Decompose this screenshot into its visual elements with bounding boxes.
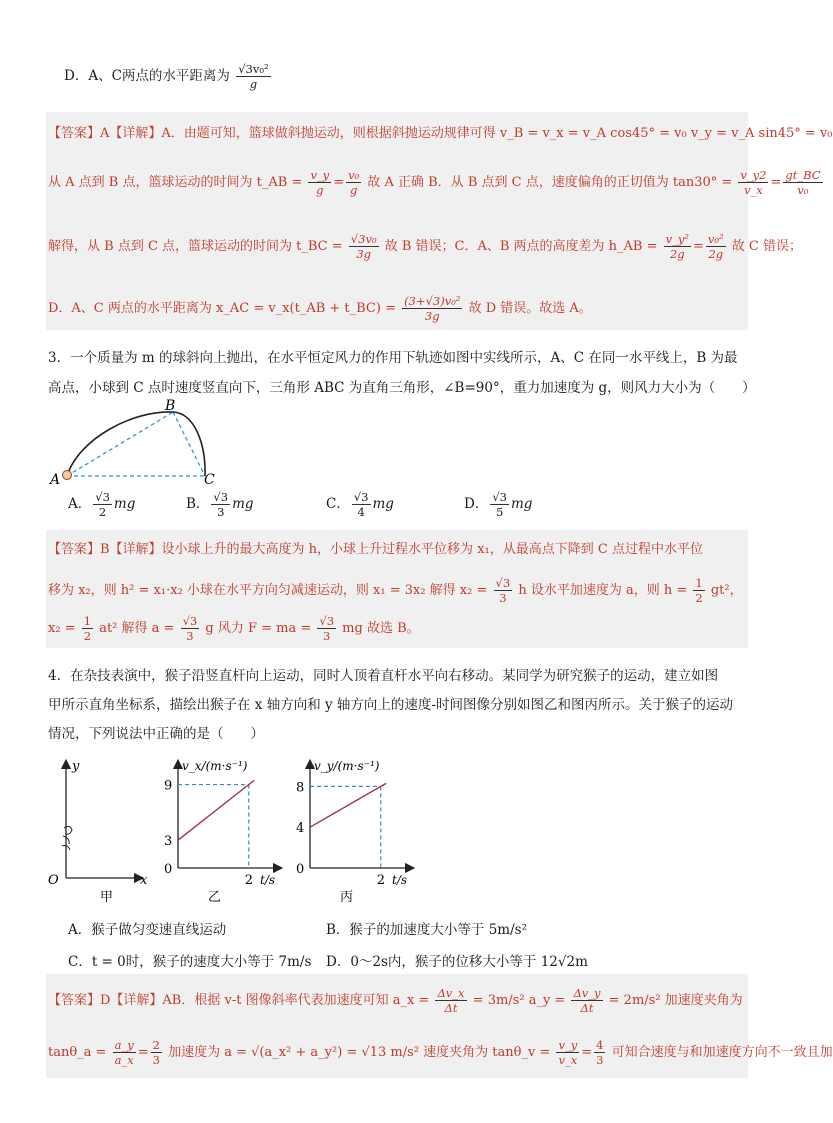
q2-answer-line1: 【答案】A【详解】A．由题可知，篮球做斜抛运动，则根据斜抛运动规律可得 v_B = v_x = v_A cos45° = v₀ v_y = v_A sin45° = v₀	[48, 126, 833, 141]
q3-label-a: A	[50, 472, 61, 488]
q2-option-d	[64, 62, 273, 91]
q3-label-b: B	[165, 398, 176, 414]
q3-option-d: D． $\frac{√3}{5}$ mg	[464, 490, 533, 519]
q3-label-c: C	[204, 472, 215, 488]
q3-option-a: A． $\frac{√3}{2}$ mg	[68, 490, 136, 519]
jia-x-label: x	[140, 873, 148, 888]
q3-trajectory-figure	[44, 398, 234, 486]
q2-option-d-text: D．A、C两点的水平距离为	[64, 68, 230, 84]
yi-ylabel: v_x/(m·s⁻¹)	[182, 759, 248, 773]
yi-caption: 乙	[208, 890, 222, 905]
q3-line-ab	[67, 412, 173, 476]
q3-answer-line1: 【答案】B【详解】设小球上升的最大高度为 h，小球上升过程水平位移为 x₁，从最高点下降到 C 点过程中水平位	[48, 542, 703, 557]
q4-chart-yi	[156, 756, 286, 906]
yi-xtick-2: 2	[244, 873, 254, 888]
q2-answer-line4: D．A、C 两点的水平距离为 x_AC = v_x(t_AB + t_BC) = $\frac{\text{(3+√3)v₀²}}{3g}$ 故 D 错误。故选 A。	[48, 294, 592, 323]
q3-line-bc	[173, 412, 205, 476]
q3-ball	[63, 471, 72, 480]
q4-answer-line1: 【答案】D【详解】AB．根据 v-t 图像斜率代表加速度可知 a_x = $\frac{\Delta v\_x}{\Delta t}$ = 3m/s² a_y = $\frac{\Delta v\_y}{\Delta t}$ = 2m/s² 加速度夹角为	[48, 986, 743, 1015]
q2-option-d-fraction: $\frac{\text{√3v₀²}}{g}$	[238, 62, 269, 91]
q4-stem-line3: 情况，下列说法中正确的是（ ）	[48, 726, 264, 742]
q4-option-d: D．0～2s内，猴子的位移大小等于 12√2m	[326, 954, 588, 970]
jia-caption: 甲	[100, 890, 114, 905]
bing-data-line	[310, 783, 386, 827]
q2-answer-line2: 从 A 点到 B 点，篮球运动的时间为 t_AB = $\frac{v\_y}{g}$ = $\frac{\text{v₀}}{g}$ 故 A 正确 B．从 B 点到 C 点，速度偏角的正切值为 tan30° = $\frac{v\_y2}{v\_x}$ = $\frac{gt\_BC}{\text{v₀}}$	[48, 168, 821, 197]
yi-ytick-3: 3	[164, 834, 173, 850]
jia-origin: O	[48, 873, 59, 888]
q4-figure-jia	[44, 756, 164, 906]
q4-stem-line2: 甲所示直角坐标系，描绘出猴子在 x 轴方向和 y 轴方向上的速度-时间图像分别如图乙和图丙所示。关于猴子的运动	[48, 697, 733, 713]
bing-caption: 丙	[340, 890, 354, 905]
yi-ytick-0: 0	[164, 862, 173, 877]
q2-answer-line3: 解得，从 B 点到 C 点，篮球运动的时间为 t_BC = $\frac{\text{√3v₀}}{3g}$ 故 B 错误；C．A、B 两点的高度差为 h_AB = $\frac{\text{v\_y²}}{2g}$ = $\frac{\text{v₀²}}{2g}$ 故 C 错误；	[48, 232, 802, 261]
q3-stem-line1: 3．一个质量为 m 的球斜向上抛出，在水平恒定风力的作用下轨迹如图中实线所示，A、C 在同一水平线上，B 为最	[48, 350, 738, 366]
q3-stem-line2: 高点，小球到 C 点时速度竖直向下，三角形 ABC 为直角三角形，∠B=90°，重力加速度为 g，则风力大小为（ ）	[48, 380, 756, 396]
q3-trajectory-curve	[67, 412, 205, 476]
q4-answer-line2: tanθ_a = $\frac{a\_y}{a\_x}$ = $\frac{2}{3}$ 加速度为 a = √(a_x² + a_y²) = √13 m/s² 速度夹角为 tanθ_v = $\frac{v\_y}{v\_x}$ = $\frac{4}{3}$ 可知合速度与和加速度方向不一致且加	[48, 1038, 833, 1067]
yi-xlabel: t/s	[260, 873, 276, 887]
q4-option-a: A．猴子做匀变速直线运动	[68, 922, 227, 938]
monkey-icon	[62, 826, 72, 850]
bing-xlabel: t/s	[392, 873, 408, 887]
q4-option-c: C．t = 0时，猴子的速度大小等于 7m/s	[68, 954, 312, 970]
bing-ytick-0: 0	[296, 862, 305, 877]
q3-option-b: B． $\frac{√3}{3}$ mg	[186, 490, 254, 519]
q3-option-c: C． $\frac{√3}{4}$ mg	[326, 490, 394, 519]
bing-xtick-2: 2	[376, 873, 386, 888]
jia-y-label: y	[72, 759, 80, 774]
bing-ytick-8: 8	[296, 780, 305, 796]
q4-chart-bing	[288, 756, 418, 906]
q4-stem-line1: 4．在杂技表演中，猴子沿竖直杆向上运动，同时人顶着直杆水平向右移动。某同学为研究猴子的运动，建立如图	[48, 668, 719, 684]
bing-ytick-4: 4	[296, 821, 305, 837]
q3-answer-line2: 移为 x₂，则 h² = x₁·x₂ 小球在水平方向匀减速运动，则 x₁ = 3x₂ 解得 x₂ = $\frac{√3}{3}$ h 设水平加速度为 a，则 h = $\frac{1}{2}$ gt²，	[48, 576, 743, 605]
q4-option-b: B．猴子的加速度大小等于 5m/s²	[326, 922, 527, 938]
bing-ylabel: v_y/(m·s⁻¹)	[314, 759, 380, 773]
yi-data-line	[178, 780, 254, 840]
yi-ytick-9: 9	[164, 778, 173, 794]
q3-answer-line3: x₂ = $\frac{1}{2}$ at² 解得 a = $\frac{√3}{3}$ g 风力 F = ma = $\frac{√3}{3}$ mg 故选 B。	[48, 614, 420, 643]
